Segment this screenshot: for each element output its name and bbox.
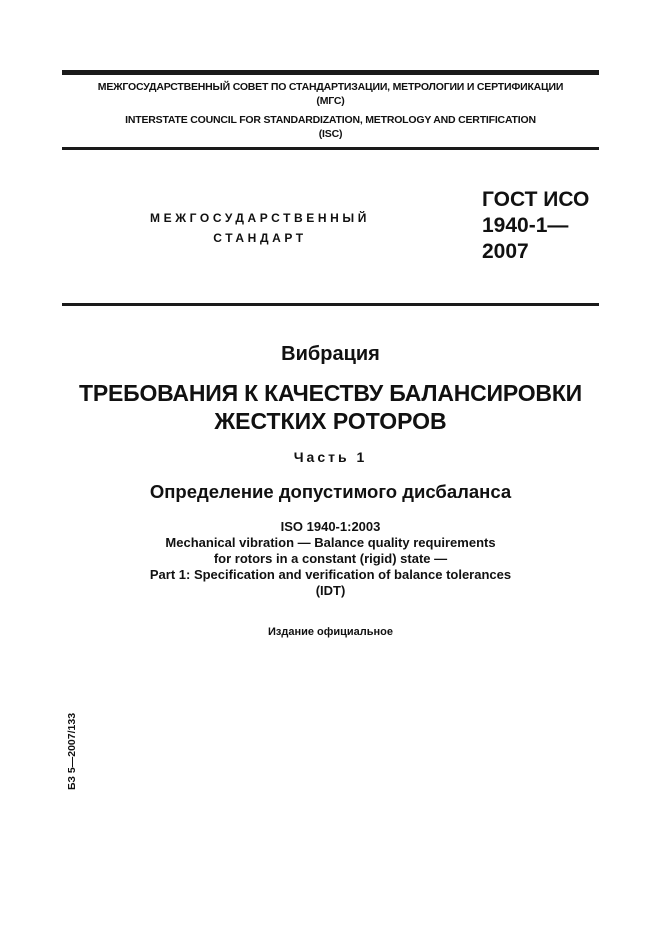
iso-title-line1: Mechanical vibration — Balance quality requirements — [165, 535, 496, 550]
iso-number: ISO 1940-1:2003 — [280, 519, 381, 534]
title-main-line2: ЖЕСТКИХ РОТОРОВ — [214, 408, 447, 434]
designation-bottom-rule — [62, 303, 599, 306]
header-bottom-rule — [62, 147, 599, 150]
subtitle: Определение допустимого дисбаланса — [149, 481, 512, 502]
council-ru-line1: МЕЖГОСУДАРСТВЕННЫЙ СОВЕТ ПО СТАНДАРТИЗАЦИИ, МЕТРОЛОГИИ И СЕРТИФИКАЦИИ — [97, 81, 564, 93]
standard-type-line1: МЕЖГОСУДАРСТВЕННЫЙ — [150, 211, 370, 225]
title-main-line1: ТРЕБОВАНИЯ К КАЧЕСТВУ БАЛАНСИРОВКИ — [79, 380, 582, 406]
iso-title-line3: Part 1: Specification and verification of balance tolerances — [149, 567, 512, 582]
iso-idt: (IDT) — [315, 583, 346, 598]
designation-line3: 2007 — [482, 240, 529, 263]
top-rule-thick — [62, 70, 599, 75]
edition-note: Издание официальное — [267, 626, 394, 638]
side-code: БЗ 5—2007/133 — [66, 712, 78, 790]
council-en-line1: INTERSTATE COUNCIL FOR STANDARDIZATION, METROLOGY AND CERTIFICATION — [125, 114, 536, 126]
council-en-abbr: (ISC) — [318, 128, 343, 140]
title-topic: Вибрация — [281, 343, 380, 365]
standard-designation — [482, 187, 589, 265]
standard-type-line2: СТАНДАРТ — [213, 231, 307, 245]
iso-title-line2: for rotors in a constant (rigid) state — — [213, 551, 448, 566]
council-ru-abbr: (МГС) — [316, 95, 345, 107]
part-label: Часть 1 — [293, 449, 368, 465]
designation-line2: 1940-1— — [482, 214, 569, 237]
designation-line1: ГОСТ ИСО — [482, 188, 590, 211]
